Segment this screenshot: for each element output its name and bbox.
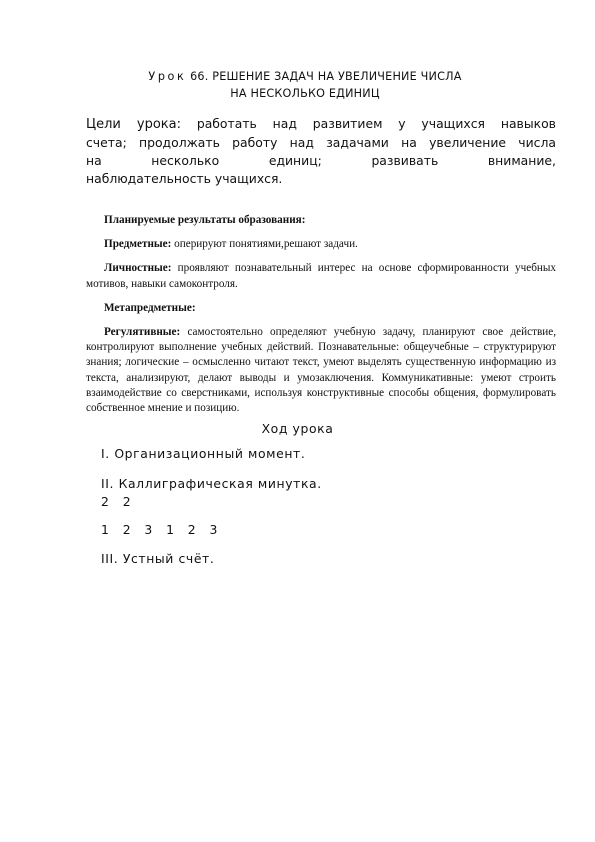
lesson-title-line-2: НА НЕСКОЛЬКО ЕДИНИЦ (230, 87, 380, 100)
goals-label: Цели урока: (86, 117, 181, 132)
planned-results (86, 213, 556, 416)
goals-line-4: наблюдательность учащихся. (86, 171, 283, 186)
calligraphy-digits-2: 1 2 3 1 2 3 (101, 522, 218, 537)
personal-text: проявляют познавательный интерес на основе сформированности учебных мотивов, навыки самоконтроля. (86, 262, 556, 290)
lesson-title-lead: Урок (148, 70, 187, 83)
course-item-3: III. Устный счёт. (101, 551, 215, 566)
personal-results (86, 261, 556, 291)
calligraphy-digits-1: 2 2 (101, 494, 132, 509)
regulative-label: Регулятивные: (104, 326, 181, 339)
meta-heading: Метапредметные: (104, 301, 196, 314)
goals-line-1-text: работать над развитием у учащихся навыков (180, 116, 556, 131)
subject-text: оперируют понятиями,решают задачи. (171, 238, 358, 251)
course-item-1: I. Организационный момент. (101, 446, 306, 461)
lesson-title-line-1 (90, 68, 520, 85)
lesson-course-title: Ход урока (261, 421, 334, 436)
personal-label: Личностные: (104, 262, 172, 275)
lesson-title-text: 66. РЕШЕНИЕ ЗАДАЧ НА УВЕЛИЧЕНИЕ ЧИСЛА (186, 70, 462, 83)
results-heading: Планируемые результаты образования: (104, 214, 306, 226)
lesson-goals (86, 115, 556, 188)
goals-line-1 (86, 115, 556, 134)
lesson-title (90, 68, 520, 102)
regulative-results (86, 325, 556, 416)
goals-line-2: счета; продолжать работу над задачами на увеличение числа (86, 135, 556, 150)
course-item-2: II. Каллиграфическая минутка. (101, 476, 322, 491)
subject-results (86, 237, 556, 252)
subject-label: Предметные: (104, 238, 172, 251)
goals-line-3: на несколько единиц; развивать внимание, (86, 153, 556, 168)
regulative-text: самостоятельно определяют учебную задачу, планируют свое действие, контролируют выполнение учебных действий. Познавательные: общеучебные – структурируют знания; логические – осмысленно читают текст, умеют выделять существенную информацию из текста, анализируют, делают выводы и умозаключения. Коммуникативные: умеют строить взаимодействие со сверстниками, используя конструктивные способы общения, формулировать собственное мнение и позицию. (86, 326, 556, 415)
